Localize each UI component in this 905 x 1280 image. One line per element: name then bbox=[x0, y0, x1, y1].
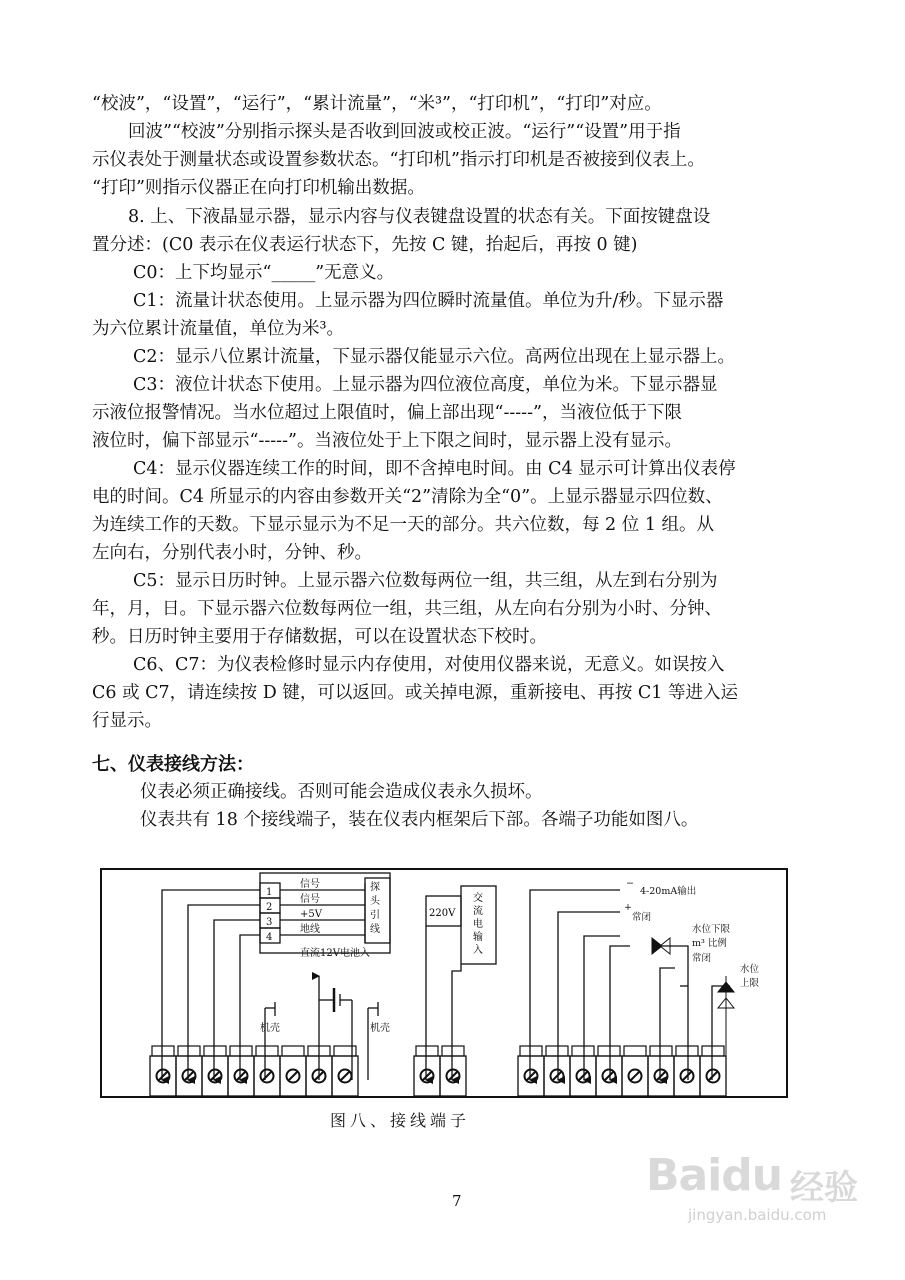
terminal-slot bbox=[263, 1072, 271, 1080]
figure-caption: 图八、接线端子 bbox=[330, 1111, 471, 1130]
text-line: C3：液位计状态下使用。上显示器为四位液位高度，单位为米。下显示器显 bbox=[133, 375, 718, 395]
upper-limit-label: 上限 bbox=[740, 978, 760, 989]
battery-label: 直流12V电池入 bbox=[300, 948, 370, 959]
terminal-slot bbox=[657, 1072, 665, 1080]
text-line: 仪表共有 18 个接线端子，装在仪表内框架后下部。各端子功能如图八。 bbox=[140, 810, 699, 830]
probe-cable-char: 头 bbox=[370, 896, 380, 907]
battery-symbol bbox=[319, 976, 352, 1080]
chassis-label: 机壳 bbox=[370, 1023, 390, 1034]
text-line: 行显示。 bbox=[92, 711, 162, 731]
baidu-watermark bbox=[640, 1140, 870, 1250]
terminal-cap bbox=[624, 1046, 646, 1056]
output-4-20ma-label: 4-20mA输出 bbox=[640, 886, 697, 897]
ac-input-char: 输 bbox=[473, 932, 483, 943]
ac-input-label bbox=[473, 891, 483, 956]
probe-row-label: 信号 bbox=[300, 879, 320, 890]
probe-row-labels bbox=[266, 877, 381, 959]
terminal-slot bbox=[423, 1072, 431, 1080]
watermark-brand: Baidu bbox=[646, 1150, 783, 1201]
probe-row-label: 信号 bbox=[300, 894, 320, 905]
ac-input-char: 交 bbox=[473, 893, 483, 904]
output-wires bbox=[530, 890, 730, 1080]
text-line: C1：流量计状态使用。上显示器为四位瞬时流量值。单位为升/秒。下显示器 bbox=[133, 291, 724, 311]
upper-limit-label: 水位 bbox=[740, 964, 760, 975]
text-line: C6 或 C7，请连续按 D 键，可以返回。或关掉电源，重新接电、再按 C1 等进入运 bbox=[92, 683, 738, 703]
probe-row-num: 3 bbox=[266, 917, 273, 928]
text-line: 年，月，日。下显示器六位数每两位一组，共三组，从左向右分别为小时、分钟、 bbox=[92, 599, 722, 619]
frame-border bbox=[101, 869, 787, 1097]
text-line: 液位时，偏下部显示“-----”。当液位处于上下限之间时，显示器上没有显示。 bbox=[92, 431, 682, 451]
terminal-cap bbox=[676, 1046, 698, 1056]
text-line: C0：上下均显示“_____”无意义。 bbox=[133, 263, 395, 283]
terminal-slot bbox=[289, 1072, 297, 1080]
terminal-slot bbox=[237, 1072, 245, 1080]
text-line: 为连续工作的天数。下显示显示为不足一天的部分。共六位数，每 2 位 1 组。从 bbox=[92, 515, 715, 535]
text-line: 秒。日历时钟主要用于存储数据，可以在设置状态下校时。 bbox=[92, 627, 547, 647]
lower-limit-label: 水位下限 bbox=[692, 924, 731, 935]
ac-input-char: 入 bbox=[473, 945, 483, 956]
text-line: 左向右，分别代表小时，分钟、秒。 bbox=[92, 543, 372, 563]
probe-cable-char: 线 bbox=[370, 924, 380, 935]
text-line: 8. 上、下液晶显示器，显示内容与仪表键盘设置的状态有关。下面按键盘设 bbox=[128, 207, 711, 227]
ac-input-char: 流 bbox=[473, 906, 483, 917]
terminal-slot bbox=[553, 1072, 561, 1080]
terminal-cap bbox=[230, 1046, 252, 1056]
terminal-cap bbox=[204, 1046, 226, 1056]
terminal-cap bbox=[572, 1046, 594, 1056]
terminal-cap bbox=[256, 1046, 278, 1056]
terminal-slot bbox=[341, 1072, 349, 1080]
text-line: C5：显示日历时钟。上显示器六位数每两位一组，共三组，从左到右分别为 bbox=[133, 571, 718, 591]
output-labels bbox=[624, 878, 760, 989]
probe-row-num: 2 bbox=[266, 902, 273, 913]
probe-row-label: +5V bbox=[300, 909, 322, 920]
text-line: C6、C7：为仪表检修时显示内存使用，对使用仪器来说，无意义。如误按入 bbox=[133, 655, 725, 675]
terminal-cap bbox=[598, 1046, 620, 1056]
terminal-cap bbox=[650, 1046, 672, 1056]
terminal-cap bbox=[334, 1046, 356, 1056]
watermark-url: jingyan.baidu.com bbox=[688, 1206, 827, 1224]
plus-sign: + bbox=[624, 902, 632, 913]
terminal-slot bbox=[579, 1072, 587, 1080]
probe-cable-char: 引 bbox=[370, 910, 380, 921]
terminal-slot bbox=[211, 1072, 219, 1080]
terminal-cap bbox=[416, 1046, 438, 1056]
terminal-cap bbox=[178, 1046, 200, 1056]
chassis-ground-1 bbox=[265, 1002, 275, 1080]
probe-cable-char: 探 bbox=[370, 882, 380, 893]
terminal-cap bbox=[520, 1046, 542, 1056]
terminal-cap bbox=[442, 1046, 464, 1056]
text-line: C4：显示仪器连续工作的时间，即不含掉电时间。由 C4 显示可计算出仪表停 bbox=[133, 459, 736, 479]
text-line: 仪表必须正确接线。否则可能会造成仪表永久损坏。 bbox=[140, 782, 543, 802]
text-line: 电的时间。C4 所显示的内容由参数开关“2”清除为全“0”。上显示器显示四位数、 bbox=[92, 487, 723, 507]
terminal-slot bbox=[159, 1072, 167, 1080]
text-line: C2：显示八位累计流量，下显示器仅能显示六位。高两位出现在上显示器上。 bbox=[133, 347, 736, 367]
terminal-cap bbox=[546, 1046, 568, 1056]
text-line: 示仪表处于测量状态或设置参数状态。“打印机”指示打印机是否被接到仪表上。 bbox=[92, 150, 705, 170]
chassis-label: 机壳 bbox=[260, 1023, 280, 1034]
terminal-cap bbox=[702, 1046, 724, 1056]
text-line: 为六位累计流量值，单位为米³。 bbox=[92, 319, 345, 339]
terminal-cap bbox=[282, 1046, 304, 1056]
probe-wires bbox=[162, 890, 260, 1080]
terminal-slot bbox=[683, 1072, 691, 1080]
terminal-slot bbox=[709, 1072, 717, 1080]
probe-row-num: 4 bbox=[266, 932, 273, 943]
chassis-ground-2 bbox=[368, 1002, 378, 1080]
m3-proportional-label: m³ 比例 bbox=[692, 938, 727, 949]
terminal-slot bbox=[185, 1072, 193, 1080]
voltage-label: 220V bbox=[429, 908, 456, 919]
wiring-diagram bbox=[100, 868, 790, 1100]
text-line: 回波”“校波”分别指示探头是否收到回波或校正波。“运行”“设置”用于指 bbox=[128, 122, 681, 142]
probe-row-label: 地线 bbox=[300, 924, 320, 935]
terminal-blocks bbox=[150, 1046, 726, 1096]
normally-closed-label: 常闭 bbox=[692, 953, 712, 964]
terminal-slot bbox=[605, 1072, 613, 1080]
text-line: “校波”，“设置”，“运行”，“累计流量”，“米³”，“打印机”，“打印”对应。 bbox=[92, 94, 662, 114]
section-heading: 七、仪表接线方法： bbox=[92, 754, 254, 775]
text-line: 示液位报警情况。当水位超过上限值时，偏上部出现“-----”，当液位低于下限 bbox=[92, 403, 682, 423]
normally-closed-label: 常闭 bbox=[632, 912, 652, 923]
text-line: “打印”则指示仪器正在向打印机输出数据。 bbox=[92, 178, 425, 198]
terminal-slot bbox=[527, 1072, 535, 1080]
terminal-slot bbox=[449, 1072, 457, 1080]
minus-sign: − bbox=[626, 878, 634, 889]
text-line: 置分述：(C0 表示在仪表运行状态下，先按 C 键，抬起后，再按 0 键) bbox=[92, 235, 638, 255]
watermark-brand-cn: 经验 bbox=[790, 1168, 858, 1208]
terminal-slot bbox=[631, 1072, 639, 1080]
probe-row-num: 1 bbox=[266, 887, 273, 898]
ac-input-char: 电 bbox=[473, 919, 483, 930]
terminal-cap bbox=[152, 1046, 174, 1056]
page-number: 7 bbox=[452, 1192, 462, 1210]
